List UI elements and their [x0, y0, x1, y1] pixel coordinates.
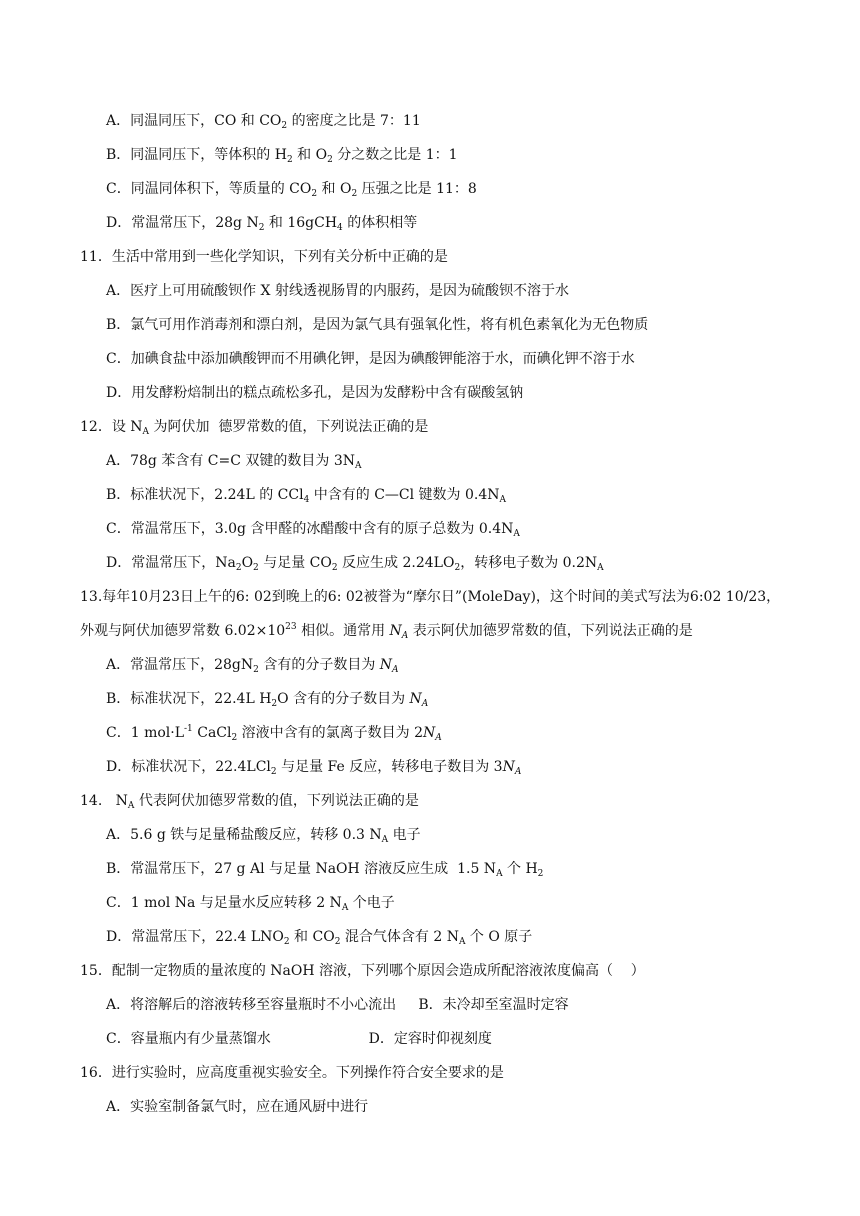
option-line: D．常温常压下，22.4 $LNO_2$ 和 $CO_2$ 混合气体含有 2 $N_A$ 个 O 原子 — [106, 929, 533, 947]
option-line: A．同温同压下，CO 和 $CO_2$ 的密度之比是 7：11 — [106, 113, 421, 131]
question-line: 15．配制一定物质的量浓度的 NaOH 溶液，下列哪个原因会造成所配溶液浓度偏高（ ） — [80, 963, 645, 979]
question-line: 外观与阿伏加德罗常数 $6.02\times 10^{23}$ 相似。通常用 $N_A$ 表示阿伏加德罗常数的值，下列说法正确的是 — [80, 622, 693, 641]
option-line: A．5.6 g 铁与足量稀盐酸反应，转移 0.3 $N_A$ 电子 — [106, 827, 421, 845]
option-line: A．78g 苯含有 C=C 双键的数目为 $3N_A$ — [106, 453, 362, 471]
option-line: A．医疗上可用硫酸钡作 X 射线透视肠胃的内服药，是因为硫酸钡不溶于水 — [106, 283, 569, 299]
question-line: 13.每年10月23日上午的6: 02到晚上的6: 02被誉为“摩尔日”(MoleDay)，这个时间的美式写法为6:02 10/23， — [80, 589, 781, 605]
option-line: B．氯气可用作消毒剂和漂白剂，是因为氯气具有强氧化性，将有机色素氧化为无色物质 — [106, 317, 649, 333]
option-line: C．常温常压下，3.0g 含甲醛的冰醋酸中含有的原子总数为 $0.4N_A$ — [106, 521, 520, 539]
option-line: D．标准状况下，22.4LCl$_2$ 与足量 Fe 反应，转移电子数目为 $3N_A$ — [106, 759, 522, 777]
option-line: D．常温常压下，28g $N_2$ 和 16gCH$_4$ 的体积相等 — [106, 215, 418, 233]
option-line: C．容量瓶内有少量蒸馏水 D．定容时仰视刻度 — [106, 1031, 492, 1047]
option-line: C．1 $mol\cdot L^{-1}$ CaCl$_2$ 溶液中含有的氯离子数目为 $2N_A$ — [106, 724, 442, 743]
question-line: 14. $N_A$ 代表阿伏加德罗常数的值，下列说法正确的是 — [80, 793, 419, 811]
option-line: B．同温同压下，等体积的 $H_2$ 和 $O_2$ 分之数之比是 1：1 — [106, 147, 458, 165]
option-line: B．常温常压下，27 g Al 与足量 NaOH 溶液反应生成 1.5 $N_A$ 个 $H_2$ — [106, 861, 544, 879]
option-line: B．标准状况下，2.24L 的 CCl$_4$ 中含有的 C—Cl 键数为 $0.4N_A$ — [106, 487, 507, 505]
option-line: B．标准状况下，22.4L $H_2O$ 含有的分子数目为 $N_A$ — [106, 691, 429, 709]
option-line: C．加碘食盐中添加碘酸钾而不用碘化钾，是因为碘酸钾能溶于水，而碘化钾不溶于水 — [106, 351, 635, 367]
option-line: D．常温常压下，$Na_2O_2$ 与足量 $CO_2$ 反应生成 $2.24LO_2$，转移电子数为 $0.2N_A$ — [106, 555, 604, 573]
option-line: A．实验室制备氯气时，应在通风厨中进行 — [106, 1099, 369, 1115]
option-line: A．将溶解后的溶液转移至容量瓶时不小心流出 B．未冷却至室温时定容 — [106, 997, 569, 1013]
option-line: A．常温常压下，$28gN_2$ 含有的分子数目为 $N_A$ — [106, 657, 399, 675]
option-line: C．同温同体积下，等质量的 $CO_2$ 和 $O_2$ 压强之比是 11：8 — [106, 181, 477, 199]
question-line: 12．设 $N_A$ 为阿伏加 德罗常数的值，下列说法正确的是 — [80, 419, 429, 437]
question-line: 16．进行实验时，应高度重视实验安全。下列操作符合安全要求的是 — [80, 1065, 504, 1081]
question-line: 11．生活中常用到一些化学知识，下列有关分析中正确的是 — [80, 249, 448, 265]
option-line: D．用发酵粉焙制出的糕点疏松多孔，是因为发酵粉中含有碳酸氢钠 — [106, 385, 524, 401]
option-line: C．1 mol Na 与足量水反应转移 2 $N_A$ 个电子 — [106, 895, 395, 913]
